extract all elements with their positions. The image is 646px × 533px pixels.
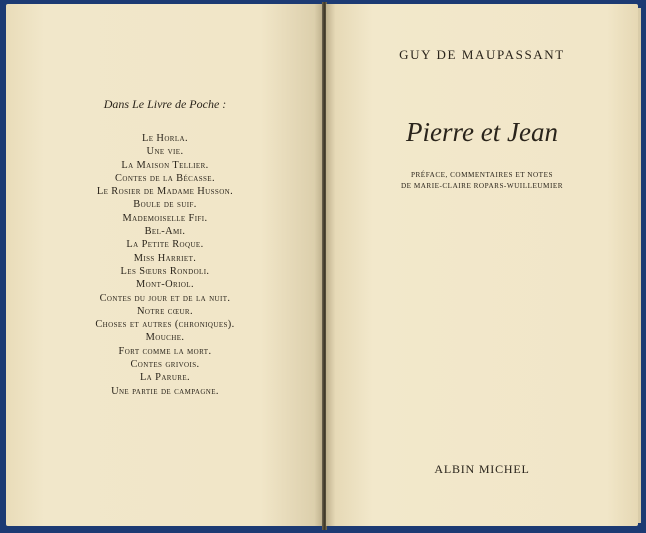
list-item: Mont-Oriol. — [136, 279, 194, 291]
series-intro: Dans Le Livre de Poche : — [103, 97, 227, 111]
list-item: Contes grivois. — [130, 359, 200, 371]
page-edge — [638, 8, 641, 523]
title-page — [326, 4, 638, 526]
credits-line: DE MARIE-CLAIRE ROPARS-WUILLEUMIER — [400, 181, 564, 190]
list-item: Les Sœurs Rondoli. — [120, 265, 210, 277]
list-item: Fort comme la mort. — [118, 345, 212, 357]
author-name: GUY DE MAUPASSANT — [399, 47, 565, 62]
list-item: Une partie de campagne. — [111, 385, 219, 397]
list-item: La Maison Tellier. — [121, 159, 209, 171]
publisher-name: ALBIN MICHEL — [434, 462, 530, 476]
book-title: Pierre et Jean — [406, 117, 558, 147]
list-item: Miss Harriet. — [133, 252, 197, 264]
other-titles-list — [6, 132, 324, 398]
list-item: Une vie. — [146, 146, 184, 158]
list-item: La Parure. — [139, 372, 191, 384]
list-item: Mademoiselle Fifi. — [122, 212, 208, 224]
list-item: Choses et autres (chroniques). — [95, 319, 235, 331]
list-item: Notre cœur. — [137, 305, 193, 317]
editorial-credits — [326, 170, 638, 191]
list-item: La Petite Roque. — [126, 239, 204, 251]
list-item: Boule de suif. — [133, 199, 197, 211]
list-item: Bel-Ami. — [144, 226, 186, 238]
left-page — [6, 4, 324, 526]
list-item: Le Horla. — [142, 133, 188, 144]
credits-line: PRÉFACE, COMMENTAIRES ET NOTES — [411, 171, 553, 179]
list-item: Le Rosier de Madame Husson. — [96, 186, 234, 198]
list-item: Contes du jour et de la nuit. — [99, 292, 231, 304]
list-item: Contes de la Bécasse. — [115, 172, 215, 184]
list-item: Mouche. — [145, 332, 185, 344]
